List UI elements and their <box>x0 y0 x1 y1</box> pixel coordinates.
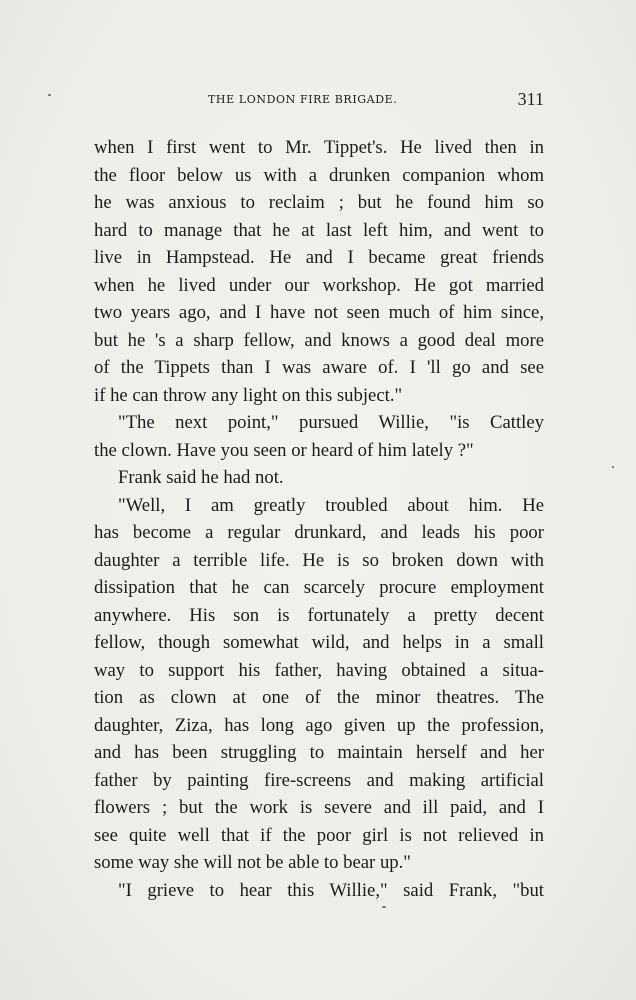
running-head: THE LONDON FIRE BRIGADE. <box>208 93 398 106</box>
text-line: "Well, I am greatly troubled about him. He <box>118 494 544 516</box>
text-line: if he can throw any light on this subject." <box>94 384 403 406</box>
text-line: he was anxious to reclaim ; but he found him so <box>94 192 544 213</box>
paper-speck <box>612 466 614 468</box>
text-line: daughter a terrible life. He is so broken down with <box>94 549 544 571</box>
text-line: flowers ; but the work is severe and ill paid, and I <box>94 797 544 818</box>
text-line: Frank said he had not. <box>118 467 284 488</box>
text-line: but he 's a sharp fellow, and knows a good deal more <box>94 329 544 351</box>
text-line: live in Hampstead. He and I became great friends <box>94 247 544 268</box>
text-line: "The next point," pursued Willie, "is Cattley <box>118 412 544 433</box>
text-line: anywhere. His son is fortunately a pretty decent <box>94 604 544 626</box>
text-line: when I first went to Mr. Tippet's. He lived then in <box>94 137 544 158</box>
paper-speck <box>382 906 386 908</box>
page-number: 311 <box>517 89 544 109</box>
text-line: the clown. Have you seen or heard of him lately ?" <box>94 439 474 461</box>
body-text <box>94 134 544 904</box>
text-line: of the Tippets than I was aware of. I 'll go and see <box>94 357 544 378</box>
text-line: daughter, Ziza, has long ago given up the profession, <box>94 714 544 736</box>
text-line: and has been struggling to maintain herself and her <box>94 742 544 763</box>
text-line: when he lived under our workshop. He got married <box>94 274 544 296</box>
page-header <box>108 91 544 111</box>
text-line: tion as clown at one of the minor theatres. The <box>94 687 544 708</box>
text-line: the floor below us with a drunken companion whom <box>94 164 544 186</box>
text-line: hard to manage that he at last left him, and went to <box>94 219 544 241</box>
paper-speck <box>48 94 51 96</box>
text-line: father by painting fire-screens and making artificial <box>94 769 544 791</box>
text-line: fellow, though somewhat wild, and helps in a small <box>94 632 544 653</box>
text-line: dissipation that he can scarcely procure employment <box>94 577 544 598</box>
text-line: has become a regular drunkard, and leads his poor <box>94 522 544 543</box>
text-line: some way she will not be able to bear up." <box>94 852 411 873</box>
text-line: see quite well that if the poor girl is not relieved in <box>94 824 544 846</box>
text-line: "I grieve to hear this Willie," said Frank, "but <box>118 879 544 901</box>
text-line: two years ago, and I have not seen much of him since, <box>94 302 544 323</box>
text-line: way to support his father, having obtained a situa- <box>94 659 544 681</box>
